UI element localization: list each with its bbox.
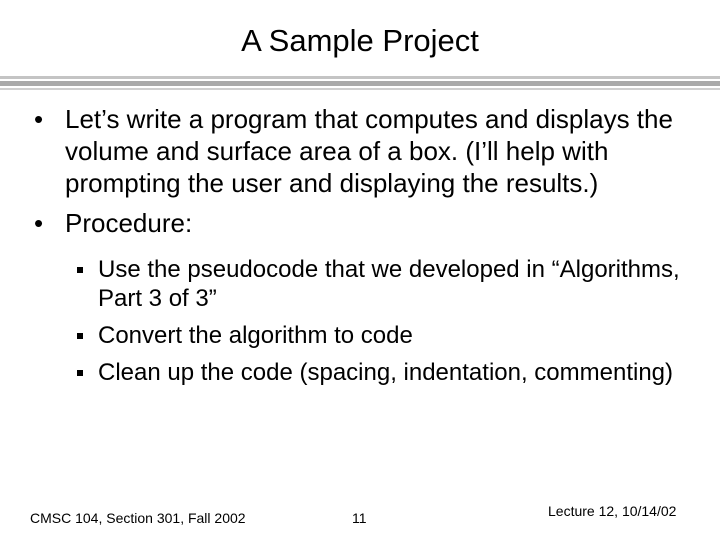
slide-title: A Sample Project xyxy=(241,23,479,58)
divider-line-bottom xyxy=(0,88,720,90)
footer-page-number: 11 xyxy=(352,510,367,526)
slide-content xyxy=(30,103,690,395)
sub-bullet-item xyxy=(30,255,690,313)
square-bullet-icon xyxy=(77,333,83,339)
bullet-dot-icon: • xyxy=(34,208,44,238)
bullet-item xyxy=(30,103,690,199)
square-bullet-icon xyxy=(77,267,83,273)
square-bullet-icon xyxy=(77,370,83,376)
sub-bullet-list xyxy=(30,255,690,387)
sub-bullet-text: Convert the algorithm to code xyxy=(98,322,413,349)
bullet-dot-icon: • xyxy=(34,104,44,134)
footer-course: CMSC 104, Section 301, Fall 2002 xyxy=(30,510,246,526)
bullet-item xyxy=(30,207,690,239)
sub-bullet-text: Use the pseudocode that we developed in “Algorithms, Part 3 of 3” xyxy=(98,256,680,312)
bullet-text: Procedure: xyxy=(65,208,193,238)
title-divider xyxy=(0,76,720,92)
sub-bullet-item xyxy=(30,358,690,387)
sub-bullet-item xyxy=(30,321,690,350)
bullet-text: Let’s write a program that computes and displays the volume and surface area of a box. (I’ll help with prompting the user and displaying the results.) xyxy=(65,104,673,198)
divider-line-middle xyxy=(0,81,720,86)
sub-bullet-text: Clean up the code (spacing, indentation, commenting) xyxy=(98,359,674,386)
footer-lecture: Lecture 12, 10/14/02 xyxy=(548,503,677,519)
divider-line-top xyxy=(0,76,720,79)
